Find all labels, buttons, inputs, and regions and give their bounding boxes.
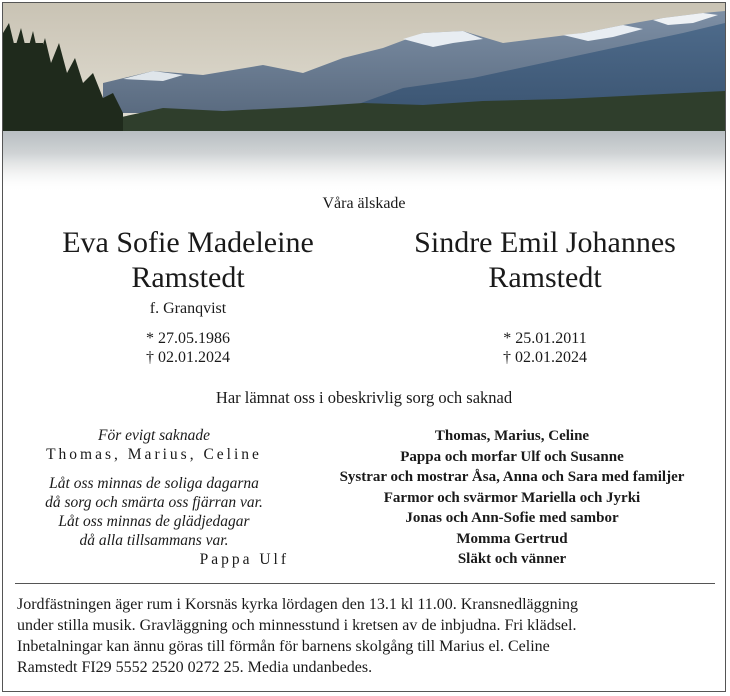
right-deceased-name <box>365 225 725 295</box>
poem-verse-line: då sorg och smärta oss fjärran var. <box>45 494 263 511</box>
mourner-line: Momma Gertrud <box>456 530 568 547</box>
sorrow-line: Har lämnat oss i obeskrivlig sorg och saknad <box>215 388 513 407</box>
mourner-line: Thomas, Marius, Celine <box>434 428 590 444</box>
left-dates <box>13 329 363 367</box>
left-deceased-name <box>13 225 363 295</box>
right-dates <box>365 329 725 367</box>
left-born-date: * 27.05.1986 <box>146 330 230 347</box>
right-born-date: * 25.01.2011 <box>503 330 587 347</box>
maiden-name: f. Granqvist <box>149 300 227 317</box>
mourner-line: Jonas och Ann-Sofie med sambor <box>405 510 619 526</box>
left-name-line1: Eva Sofie Madeleine <box>62 226 314 259</box>
divider <box>15 583 715 584</box>
mourner-line: Släkt och vänner <box>457 551 567 567</box>
intro-text: Våra älskade <box>322 195 406 212</box>
funeral-info-line: Ramstedt FI29 5552 2520 0272 25. Media undanbedes. <box>17 659 373 676</box>
left-name-line2: Ramstedt <box>131 261 245 294</box>
death-notice <box>2 2 726 692</box>
right-name-line2: Ramstedt <box>488 261 602 294</box>
left-died-date: † 02.01.2024 <box>146 349 230 366</box>
landscape-image <box>3 3 725 193</box>
poem-signers: Thomas, Marius, Celine <box>46 446 262 463</box>
funeral-info <box>17 594 717 678</box>
right-name-line1: Sindre Emil Johannes <box>414 226 676 259</box>
mourners-list <box>299 426 725 570</box>
mourner-line: Farmor och svärmor Mariella och Jyrki <box>383 489 641 506</box>
mourner-line: Pappa och morfar Ulf och Susanne <box>400 448 624 465</box>
funeral-info-line: Jordfästningen äger rum i Korsnäs kyrka lördagen den 13.1 kl 11.00. Kransnedläggning <box>17 596 579 613</box>
poem-verse-line: Låt oss minnas de soliga dagarna <box>49 475 259 492</box>
funeral-info-line: under stilla musik. Gravläggning och minnesstund i kretsen av de inbjudna. Fri klädsel. <box>17 617 577 634</box>
poem-verse-line: Låt oss minnas de glädjedagar <box>58 513 250 530</box>
poem-verse-line: då alla tillsammans var. <box>79 532 229 549</box>
mourner-line: Systrar och mostrar Åsa, Anna och Sara med familjer <box>339 469 685 485</box>
poem-signer: Pappa Ulf <box>199 551 289 568</box>
right-died-date: † 02.01.2024 <box>503 349 587 366</box>
poem-heading: För evigt saknade <box>98 427 210 444</box>
funeral-info-line: Inbetalningar kan ännu göras till förmån för barnens skolgång till Marius el. Celine <box>17 638 550 655</box>
poem-block <box>9 426 299 569</box>
